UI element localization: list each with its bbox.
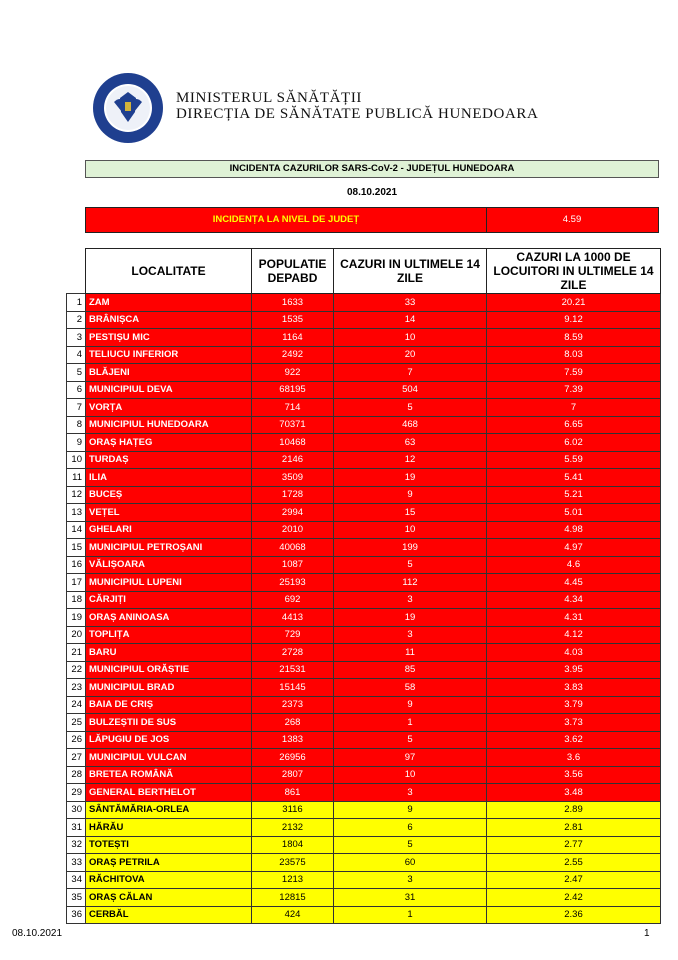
table-row <box>67 836 661 854</box>
populatie-cell: 1383 <box>252 731 334 749</box>
row-index: 31 <box>67 819 86 837</box>
localitate-cell: GHELARI <box>86 521 252 539</box>
rata-cell: 8.03 <box>487 346 661 364</box>
populatie-cell: 10468 <box>252 434 334 452</box>
table-row <box>67 451 661 469</box>
localitate-cell: TURDAȘ <box>86 451 252 469</box>
table-row <box>67 889 661 907</box>
populatie-cell: 15145 <box>252 679 334 697</box>
populatie-cell: 12815 <box>252 889 334 907</box>
populatie-cell: 1804 <box>252 836 334 854</box>
populatie-cell: 2807 <box>252 766 334 784</box>
row-index: 6 <box>67 381 86 399</box>
table-row <box>67 434 661 452</box>
rata-cell: 3.95 <box>487 661 661 679</box>
row-index: 25 <box>67 714 86 732</box>
table-row <box>67 819 661 837</box>
rata-cell: 4.45 <box>487 574 661 592</box>
row-index: 22 <box>67 661 86 679</box>
cazuri-cell: 15 <box>334 504 487 522</box>
populatie-cell: 1535 <box>252 311 334 329</box>
populatie-cell: 1087 <box>252 556 334 574</box>
table-row <box>67 591 661 609</box>
row-index: 20 <box>67 626 86 644</box>
localitate-cell: MUNICIPIUL LUPENI <box>86 574 252 592</box>
cazuri-cell: 3 <box>334 784 487 802</box>
table-row <box>67 486 661 504</box>
cazuri-cell: 33 <box>334 294 487 312</box>
localitate-cell: CĂRJIȚI <box>86 591 252 609</box>
table-row <box>67 749 661 767</box>
localitate-cell: MUNICIPIUL PETROȘANI <box>86 539 252 557</box>
cazuri-cell: 19 <box>334 469 487 487</box>
localitate-cell: TOTEȘTI <box>86 836 252 854</box>
report-date: 08.10.2021 <box>346 187 398 198</box>
table-row <box>67 854 661 872</box>
localitate-cell: BRÂNIȘCA <box>86 311 252 329</box>
populatie-cell: 3509 <box>252 469 334 487</box>
cazuri-cell: 199 <box>334 539 487 557</box>
table-row <box>67 696 661 714</box>
rata-cell: 2.55 <box>487 854 661 872</box>
rata-cell: 4.31 <box>487 609 661 627</box>
row-index: 35 <box>67 889 86 907</box>
table-row <box>67 346 661 364</box>
populatie-cell: 1164 <box>252 329 334 347</box>
row-index: 11 <box>67 469 86 487</box>
ministry-line-1: MINISTERUL SĂNĂTĂȚII <box>176 90 363 106</box>
cazuri-cell: 9 <box>334 696 487 714</box>
row-index: 27 <box>67 749 86 767</box>
populatie-cell: 25193 <box>252 574 334 592</box>
table-row <box>67 556 661 574</box>
rata-cell: 6.02 <box>487 434 661 452</box>
cazuri-cell: 3 <box>334 871 487 889</box>
cazuri-cell: 5 <box>334 399 487 417</box>
localitate-cell: BUCEȘ <box>86 486 252 504</box>
ministry-name <box>176 90 538 122</box>
populatie-cell: 2010 <box>252 521 334 539</box>
footer-date: 08.10.2021 <box>12 928 63 939</box>
cazuri-cell: 3 <box>334 626 487 644</box>
cazuri-cell: 9 <box>334 801 487 819</box>
localitate-cell: ORAȘ HAȚEG <box>86 434 252 452</box>
table-row <box>67 504 661 522</box>
populatie-cell: 1728 <box>252 486 334 504</box>
localitate-cell: MUNICIPIUL VULCAN <box>86 749 252 767</box>
table-row <box>67 784 661 802</box>
cazuri-cell: 5 <box>334 731 487 749</box>
populatie-cell: 692 <box>252 591 334 609</box>
rata-cell: 3.73 <box>487 714 661 732</box>
row-index: 30 <box>67 801 86 819</box>
rata-cell: 4.03 <box>487 644 661 662</box>
populatie-cell: 2492 <box>252 346 334 364</box>
table-row <box>67 521 661 539</box>
guvernul-romaniei-seal-icon <box>92 72 164 144</box>
rata-cell: 8.59 <box>487 329 661 347</box>
rata-cell: 9.12 <box>487 311 661 329</box>
table-row <box>67 609 661 627</box>
row-index: 18 <box>67 591 86 609</box>
row-index: 7 <box>67 399 86 417</box>
localitate-cell: MUNICIPIUL DEVA <box>86 381 252 399</box>
cazuri-cell: 58 <box>334 679 487 697</box>
table-row <box>67 539 661 557</box>
table-row <box>67 679 661 697</box>
localitate-cell: VEȚEL <box>86 504 252 522</box>
report-title: INCIDENTA CAZURILOR SARS-CoV-2 - JUDEȚUL HUNEDOARA <box>85 160 659 178</box>
table-row <box>67 574 661 592</box>
rata-cell: 2.77 <box>487 836 661 854</box>
populatie-cell: 714 <box>252 399 334 417</box>
county-incidence-row <box>85 207 659 233</box>
row-index: 8 <box>67 416 86 434</box>
populatie-cell: 68195 <box>252 381 334 399</box>
populatie-cell: 2728 <box>252 644 334 662</box>
localitate-cell: BRETEA ROMÂNĂ <box>86 766 252 784</box>
table-row <box>67 871 661 889</box>
row-index: 34 <box>67 871 86 889</box>
table-row <box>67 714 661 732</box>
cazuri-cell: 1 <box>334 906 487 924</box>
cazuri-cell: 97 <box>334 749 487 767</box>
localitate-cell: GENERAL BERTHELOT <box>86 784 252 802</box>
rata-cell: 3.48 <box>487 784 661 802</box>
populatie-cell: 861 <box>252 784 334 802</box>
table-row <box>67 906 661 924</box>
rata-cell: 4.97 <box>487 539 661 557</box>
row-index: 15 <box>67 539 86 557</box>
localitate-cell: LĂPUGIU DE JOS <box>86 731 252 749</box>
cazuri-cell: 6 <box>334 819 487 837</box>
rata-cell: 4.6 <box>487 556 661 574</box>
table-row <box>67 416 661 434</box>
populatie-cell: 2994 <box>252 504 334 522</box>
cazuri-cell: 10 <box>334 329 487 347</box>
rata-cell: 7 <box>487 399 661 417</box>
populatie-cell: 1213 <box>252 871 334 889</box>
row-index: 10 <box>67 451 86 469</box>
incidence-table <box>66 248 661 924</box>
rata-cell: 3.56 <box>487 766 661 784</box>
rata-cell: 5.59 <box>487 451 661 469</box>
rata-cell: 2.36 <box>487 906 661 924</box>
localitate-cell: SÂNTĂMĂRIA-ORLEA <box>86 801 252 819</box>
rata-cell: 20.21 <box>487 294 661 312</box>
cazuri-cell: 20 <box>334 346 487 364</box>
populatie-cell: 40068 <box>252 539 334 557</box>
populatie-cell: 2132 <box>252 819 334 837</box>
row-index: 13 <box>67 504 86 522</box>
cazuri-cell: 10 <box>334 766 487 784</box>
localitate-cell: BARU <box>86 644 252 662</box>
localitate-cell: ORAȘ ANINOASA <box>86 609 252 627</box>
row-index: 17 <box>67 574 86 592</box>
populatie-cell: 26956 <box>252 749 334 767</box>
populatie-cell: 1633 <box>252 294 334 312</box>
table-row <box>67 766 661 784</box>
cazuri-cell: 12 <box>334 451 487 469</box>
row-index: 19 <box>67 609 86 627</box>
row-index: 23 <box>67 679 86 697</box>
rata-cell: 2.47 <box>487 871 661 889</box>
cazuri-cell: 5 <box>334 836 487 854</box>
localitate-cell: BAIA DE CRIȘ <box>86 696 252 714</box>
rata-cell: 4.98 <box>487 521 661 539</box>
table-row <box>67 469 661 487</box>
row-index: 5 <box>67 364 86 382</box>
rata-cell: 4.34 <box>487 591 661 609</box>
table-header-row <box>67 249 661 294</box>
populatie-cell: 729 <box>252 626 334 644</box>
column-header-cazuri: CAZURI IN ULTIMELE 14 ZILE <box>334 249 487 294</box>
populatie-cell: 424 <box>252 906 334 924</box>
cazuri-cell: 9 <box>334 486 487 504</box>
table-row <box>67 661 661 679</box>
cazuri-cell: 3 <box>334 591 487 609</box>
row-index: 9 <box>67 434 86 452</box>
localitate-cell: BULZEȘTII DE SUS <box>86 714 252 732</box>
populatie-cell: 2146 <box>252 451 334 469</box>
column-header-populatie: POPULATIE DEPABD <box>252 249 334 294</box>
table-row <box>67 381 661 399</box>
rata-cell: 3.6 <box>487 749 661 767</box>
table-row <box>67 294 661 312</box>
row-index: 12 <box>67 486 86 504</box>
localitate-cell: ORAȘ PETRILA <box>86 854 252 872</box>
table-row <box>67 626 661 644</box>
localitate-cell: TOPLIȚA <box>86 626 252 644</box>
table-row <box>67 644 661 662</box>
populatie-cell: 23575 <box>252 854 334 872</box>
row-index: 26 <box>67 731 86 749</box>
cazuri-cell: 19 <box>334 609 487 627</box>
populatie-cell: 922 <box>252 364 334 382</box>
localitate-cell: VĂLIȘOARA <box>86 556 252 574</box>
cazuri-cell: 60 <box>334 854 487 872</box>
cazuri-cell: 63 <box>334 434 487 452</box>
row-index: 29 <box>67 784 86 802</box>
row-index: 21 <box>67 644 86 662</box>
ministry-line-2: DIRECȚIA DE SĂNĂTATE PUBLICĂ HUNEDOARA <box>176 106 539 122</box>
populatie-cell: 4413 <box>252 609 334 627</box>
localitate-cell: CERBĂL <box>86 906 252 924</box>
row-index: 32 <box>67 836 86 854</box>
cazuri-cell: 11 <box>334 644 487 662</box>
rata-cell: 2.81 <box>487 819 661 837</box>
localitate-cell: BLĂJENI <box>86 364 252 382</box>
cazuri-cell: 10 <box>334 521 487 539</box>
populatie-cell: 268 <box>252 714 334 732</box>
cazuri-cell: 85 <box>334 661 487 679</box>
localitate-cell: PESTIȘU MIC <box>86 329 252 347</box>
localitate-cell: RĂCHITOVA <box>86 871 252 889</box>
table-row <box>67 311 661 329</box>
cazuri-cell: 14 <box>334 311 487 329</box>
rata-cell: 7.39 <box>487 381 661 399</box>
localitate-cell: HĂRĂU <box>86 819 252 837</box>
index-header <box>67 249 86 294</box>
row-index: 1 <box>67 294 86 312</box>
localitate-cell: MUNICIPIUL HUNEDOARA <box>86 416 252 434</box>
rata-cell: 6.65 <box>487 416 661 434</box>
rata-cell: 3.83 <box>487 679 661 697</box>
populatie-cell: 3116 <box>252 801 334 819</box>
localitate-cell: ORAȘ CĂLAN <box>86 889 252 907</box>
rata-cell: 7.59 <box>487 364 661 382</box>
cazuri-cell: 468 <box>334 416 487 434</box>
column-header-localitate: LOCALITATE <box>86 249 252 294</box>
rata-cell: 4.12 <box>487 626 661 644</box>
county-incidence-value: 4.59 <box>562 214 582 225</box>
cazuri-cell: 112 <box>334 574 487 592</box>
document-header <box>92 72 612 144</box>
row-index: 36 <box>67 906 86 924</box>
table-row <box>67 801 661 819</box>
cazuri-cell: 5 <box>334 556 487 574</box>
rata-cell: 2.89 <box>487 801 661 819</box>
table-row <box>67 364 661 382</box>
rata-cell: 2.42 <box>487 889 661 907</box>
row-index: 16 <box>67 556 86 574</box>
populatie-cell: 70371 <box>252 416 334 434</box>
row-index: 14 <box>67 521 86 539</box>
row-index: 3 <box>67 329 86 347</box>
cazuri-cell: 1 <box>334 714 487 732</box>
row-index: 2 <box>67 311 86 329</box>
cazuri-cell: 31 <box>334 889 487 907</box>
row-index: 28 <box>67 766 86 784</box>
table-row <box>67 731 661 749</box>
county-incidence-label: INCIDENȚA LA NIVEL DE JUDEȚ <box>86 208 487 232</box>
cazuri-cell: 7 <box>334 364 487 382</box>
row-index: 24 <box>67 696 86 714</box>
rata-cell: 5.01 <box>487 504 661 522</box>
rata-cell: 3.62 <box>487 731 661 749</box>
populatie-cell: 21531 <box>252 661 334 679</box>
row-index: 4 <box>67 346 86 364</box>
rata-cell: 3.79 <box>487 696 661 714</box>
localitate-cell: TELIUCU INFERIOR <box>86 346 252 364</box>
localitate-cell: MUNICIPIUL ORĂȘTIE <box>86 661 252 679</box>
rata-cell: 5.41 <box>487 469 661 487</box>
rata-cell: 5.21 <box>487 486 661 504</box>
table-row <box>67 399 661 417</box>
localitate-cell: ZAM <box>86 294 252 312</box>
populatie-cell: 2373 <box>252 696 334 714</box>
localitate-cell: ILIA <box>86 469 252 487</box>
column-header-rata: CAZURI LA 1000 DE LOCUITORI IN ULTIMELE 14 ZILE <box>487 249 661 294</box>
table-row <box>67 329 661 347</box>
localitate-cell: MUNICIPIUL BRAD <box>86 679 252 697</box>
page-number: 1 <box>644 928 650 939</box>
cazuri-cell: 504 <box>334 381 487 399</box>
row-index: 33 <box>67 854 86 872</box>
localitate-cell: VORȚA <box>86 399 252 417</box>
